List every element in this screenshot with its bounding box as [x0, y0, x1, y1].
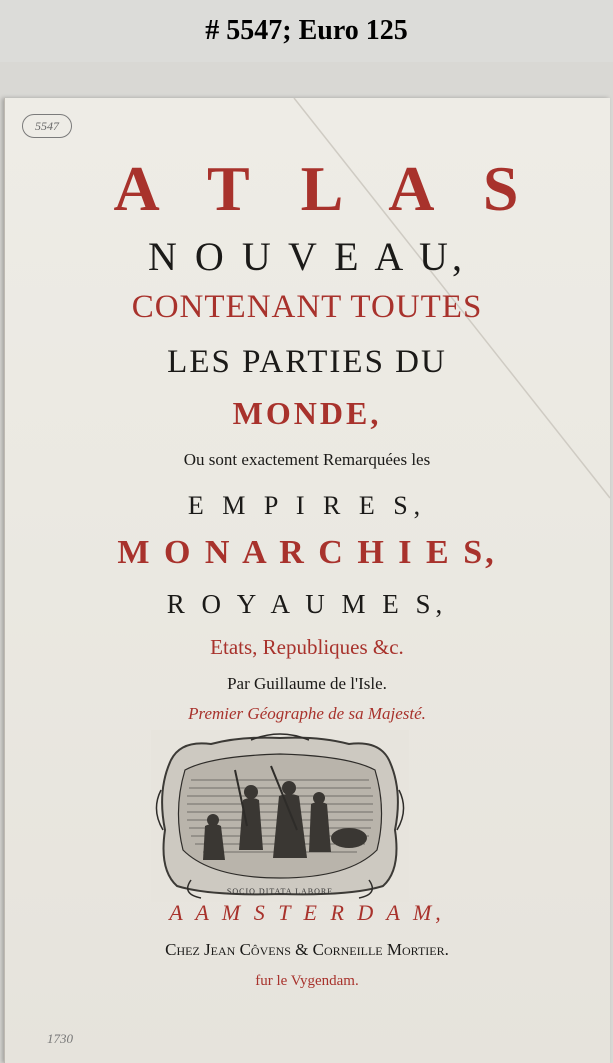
title-page-sheet [4, 98, 610, 1063]
title-monarchies: M O N A R C H I E S, [117, 534, 497, 571]
title-contenant: CONTENANT TOUTES [131, 289, 483, 325]
title-nouveau: N O U V E A U, [148, 234, 466, 279]
title-atlas: A T L A S [113, 153, 537, 224]
imprint-address: fur le Vygendam. [255, 973, 359, 989]
pencil-date-note: 1730 [47, 1031, 73, 1046]
title-remarquees: Ou sont exactement Remarquées les [183, 450, 431, 469]
listing-header: # 5547; Euro 125 [0, 0, 613, 62]
imprint-city: A A M S T E R D A M, [169, 900, 445, 925]
imprint-publisher: Chez Jean Côvens & Corneille Mortier. [165, 940, 449, 959]
vignette-motto: SOCIO DITATA LABORE [226, 887, 334, 896]
title-author: Par Guillaume de l'Isle. [227, 674, 387, 693]
pencil-inventory-note: 5547 [22, 114, 72, 138]
title-parties: LES PARTIES DU [167, 344, 447, 380]
title-monde: MONDE, [232, 395, 382, 431]
title-etats: Etats, Republiques &c. [210, 635, 404, 659]
title-royaumes: R O Y A U M E S, [166, 589, 448, 619]
title-empires: E M P I R E S, [187, 491, 427, 520]
title-author-role: Premier Géographe de sa Majesté. [188, 704, 426, 723]
engraved-vignette [151, 730, 409, 902]
